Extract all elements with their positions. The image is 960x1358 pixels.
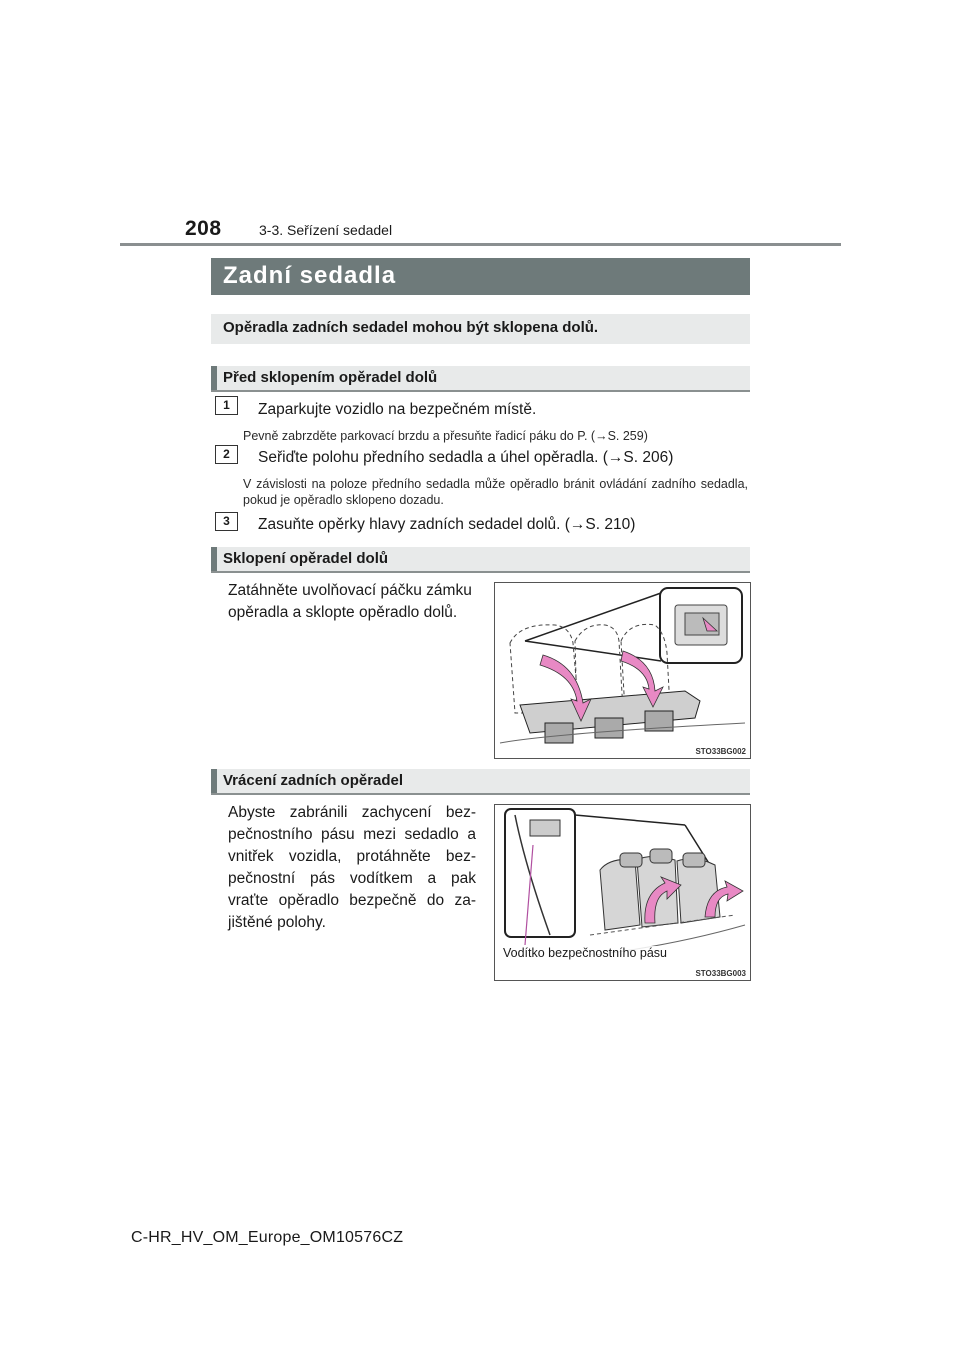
section-heading-returning — [211, 769, 750, 795]
section-heading-before-folding — [211, 366, 750, 392]
page-title: Zadní sedadla — [223, 262, 397, 289]
folding-instruction: Zatáhněte uvolňovací páčku zámku opěradla a sklopte opěradlo dolů. — [228, 582, 472, 621]
section-heading-label: Vrácení zadních opěradel — [223, 772, 404, 789]
step-text-2: Seřiďte polohu předního sedadla a úhel opěradla. (→S. 206) — [258, 449, 674, 466]
page-number: 208 — [185, 217, 222, 240]
header-divider — [120, 243, 841, 246]
footer-document-id: C-HR_HV_OM_Europe_OM10576CZ — [131, 1229, 404, 1246]
step-number-1: 1 — [215, 396, 238, 415]
seatbelt-guide-label: Vodítko bezpečnostního pásu — [503, 946, 668, 960]
step-number-2: 2 — [215, 445, 238, 464]
intro-text: Opěradla zadních sedadel mohou být sklopena dolů. — [223, 319, 599, 336]
returning-instruction: Abyste zabránili zachycení bez-pečnostního pásu mezi sedadlo a vnitřek vozidla, protáhněte bez-pečnostní pás vodítkem a pak vraťte opěradlo bezpečně do za-jištěné polohy. — [228, 804, 476, 931]
figure-folding-seat — [494, 582, 751, 759]
step-number-3: 3 — [215, 512, 238, 531]
section-heading-folding — [211, 547, 750, 573]
figure-code: STO33BG002 — [695, 747, 746, 756]
section-heading-label: Před sklopením opěradel dolů — [223, 369, 438, 386]
intro-bar — [211, 314, 750, 344]
step-note-1: Pevně zabrzděte parkovací brzdu a přesuňte řadicí páku do P. (→S. 259) — [243, 429, 648, 443]
figure-returning-seat — [494, 804, 751, 981]
page-title-bar — [211, 258, 750, 295]
section-heading-label: Sklopení opěradel dolů — [223, 550, 389, 567]
figure-code: STO33BG003 — [695, 969, 746, 978]
seat-folding-illustration — [495, 583, 750, 758]
step-text-1: Zaparkujte vozidlo na bezpečném místě. — [258, 401, 537, 418]
step-text-3: Zasuňte opěrky hlavy zadních sedadel dolů. (→S. 210) — [258, 516, 636, 533]
step-note-2: V závislosti na poloze předního sedadla může opěradlo bránit ovládání zadního sedadla, pokud je opěradlo sklopeno dozadu. — [243, 477, 748, 507]
chapter-title: 3-3. Seřízení sedadel — [259, 222, 393, 238]
